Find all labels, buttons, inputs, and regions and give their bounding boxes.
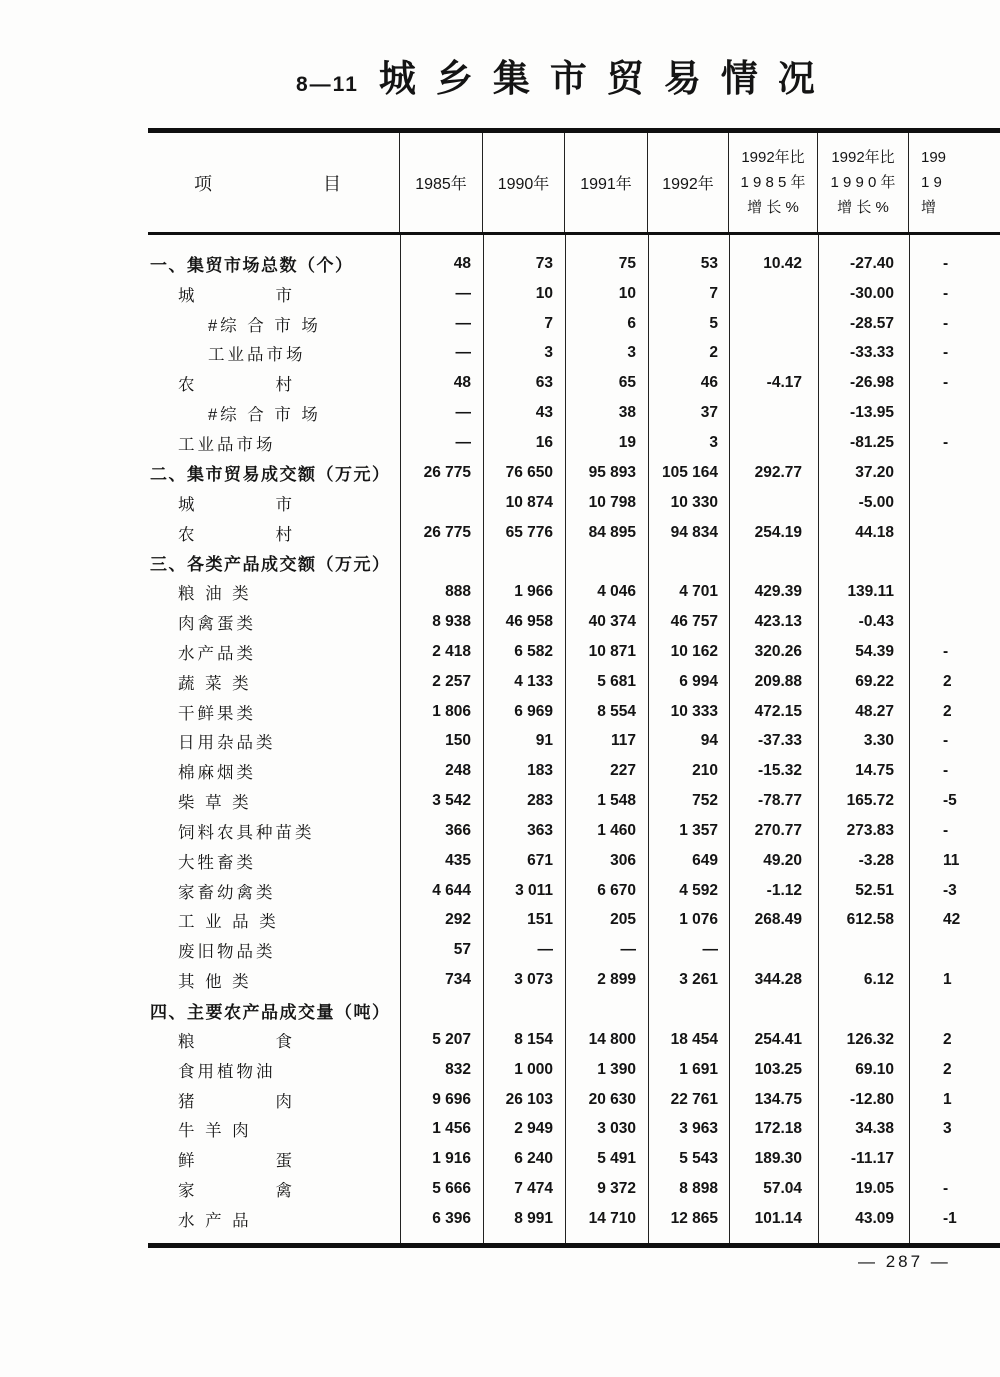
cell-growth-vs-1985: 472.15 [754,702,802,720]
header-growth-vs-1985 [729,133,818,232]
cell-1985: 734 [445,971,471,989]
cell-1992: — [702,941,718,959]
cell-growth-partial-clipped: 1 [943,1090,952,1108]
cell-growth-partial-clipped: 11 [943,851,960,869]
cell-growth-vs-1985: 429.39 [754,583,802,601]
cell-growth-partial-clipped: -1 [943,1209,957,1227]
cell-growth-partial-clipped: - [943,821,949,839]
cell-1991: 38 [618,404,636,422]
row-label: 鲜 蛋 [178,1152,295,1171]
row-label: 粮 食 [178,1032,295,1051]
cell-growth-vs-1985: 423.13 [754,613,802,631]
table-row [148,995,1000,1025]
cell-growth-vs-1985: 189.30 [754,1150,802,1168]
page-number: — 287 — [858,1252,951,1271]
cell-1992: 46 757 [670,613,718,631]
cell-growth-vs-1990: -13.95 [850,404,894,422]
row-label: 城 市 [178,286,295,305]
cell-growth-vs-1985: 172.18 [754,1120,802,1138]
cell-1992: 94 834 [670,523,718,541]
cell-1992: 53 [700,254,718,272]
row-label: 饲料农具种苗类 [178,823,315,842]
cell-1985: 6 396 [432,1209,471,1227]
cell-1985: 832 [445,1060,471,1078]
cell-1992: 1 691 [679,1060,718,1078]
cell-1990: 3 073 [514,971,553,989]
row-label: 水产品类 [178,644,256,663]
table-row [148,368,1000,398]
cell-1992: 4 592 [679,881,718,899]
cell-growth-partial-clipped: 42 [943,911,961,929]
cell-1985: 48 [453,374,471,392]
header-year-1992: 1992年 [648,133,729,232]
cell-growth-vs-1985: 103.25 [754,1060,802,1078]
cell-1985: 1 806 [432,702,471,720]
cell-1992: 5 543 [679,1150,718,1168]
row-label: 三、各类产品成交额（万元） [150,554,391,574]
cell-1990: 8 154 [514,1030,553,1048]
cell-growth-vs-1990: 6.12 [863,971,894,989]
table-row [148,1114,1000,1144]
cell-1991: 1 460 [597,821,636,839]
cell-1990: 283 [527,792,553,810]
cell-growth-vs-1990: 612.58 [846,911,894,929]
title-text: 城乡集市贸易情况 [378,58,835,99]
cell-1992: 37 [700,404,718,422]
column-divider [648,235,649,1243]
cell-growth-partial-clipped: - [943,314,949,332]
table-row [148,667,1000,697]
cell-1991: 1 390 [597,1060,636,1078]
header-line: 1 9 [921,174,942,191]
cell-growth-vs-1985: 270.77 [754,821,802,839]
cell-1992: 210 [692,762,718,780]
cell-1992: 1 076 [679,911,718,929]
cell-growth-vs-1990: 43.09 [855,1209,894,1227]
cell-1991: 14 800 [588,1030,636,1048]
row-label: 家 禽 [178,1182,295,1201]
cell-1992: 3 261 [679,971,718,989]
cell-1992: 12 865 [670,1209,718,1227]
cell-1985: 9 696 [432,1090,471,1108]
table-row [148,339,1000,369]
cell-1985: 366 [445,821,471,839]
row-label: 一、集贸市场总数（个） [150,256,354,276]
cell-1991: 6 [627,314,636,332]
table-row [148,935,1000,965]
header-year-1990: 1990年 [483,133,565,232]
cell-growth-vs-1990: 37.20 [855,463,894,481]
table-title [296,48,835,102]
cell-1990: 16 [535,433,553,451]
cell-1985: 48 [453,254,471,272]
cell-growth-vs-1990: -30.00 [850,284,894,302]
cell-1985: — [455,344,471,362]
cell-growth-vs-1990: -12.80 [850,1090,894,1108]
cell-1985: 2 418 [432,642,471,660]
cell-growth-vs-1985: 254.41 [754,1030,802,1048]
cell-1991: 205 [610,911,636,929]
cell-1990: 6 240 [514,1150,553,1168]
column-divider [818,235,819,1243]
cell-1985: 4 644 [432,881,471,899]
cell-1985: 57 [453,941,471,959]
cell-1985: 292 [445,911,471,929]
cell-1990: 183 [527,762,553,780]
cell-1990: 2 949 [514,1120,553,1138]
cell-growth-vs-1990: 139.11 [847,583,894,601]
cell-growth-vs-1990: 52.51 [855,881,894,899]
cell-1990: 6 582 [514,642,553,660]
cell-growth-vs-1985: 268.49 [754,911,802,929]
cell-1990: 151 [527,911,553,929]
row-label: 家畜幼禽类 [178,883,276,902]
cell-1992: 7 [709,284,718,302]
row-label: 其 他 类 [178,973,252,992]
cell-1991: 3 030 [597,1120,636,1138]
table-row [148,547,1000,577]
cell-1990: 1 000 [514,1060,553,1078]
cell-growth-vs-1990: -28.57 [850,314,894,332]
cell-1992: 649 [692,851,718,869]
cell-1990: 363 [527,821,553,839]
row-label: 棉麻烟类 [178,764,256,783]
cell-growth-partial-clipped: 2 [943,672,952,690]
table-body [148,235,1000,1248]
table-row [148,518,1000,548]
cell-1992: 10 162 [670,642,718,660]
cell-growth-vs-1990: -26.98 [850,374,894,392]
cell-growth-vs-1990: 69.10 [855,1060,894,1078]
cell-growth-vs-1985: 134.75 [754,1090,802,1108]
cell-growth-vs-1985: 57.04 [763,1180,802,1198]
table-row [148,727,1000,757]
row-label: #综 合 市 场 [208,406,321,425]
cell-growth-partial-clipped: -3 [943,881,957,899]
cell-1985: 1 456 [432,1120,471,1138]
row-label: 水 产 品 [178,1211,252,1230]
cell-1990: 4 133 [514,672,553,690]
table-row [148,249,1000,279]
cell-1991: 8 554 [597,702,636,720]
cell-1985: 2 257 [432,672,471,690]
cell-1991: 40 374 [588,613,636,631]
column-divider [909,235,910,1243]
cell-1990: 6 969 [514,702,553,720]
table-row [148,816,1000,846]
row-label: 二、集市贸易成交额（万元） [150,465,391,485]
row-label: 牛 羊 肉 [178,1122,252,1141]
cell-growth-partial-clipped: -5 [943,792,957,810]
table-row [148,965,1000,995]
cell-growth-partial-clipped: - [943,254,949,272]
header-line: 1 9 9 0 年 [830,174,896,191]
row-label: 城 市 [178,495,295,514]
row-label: 工 业 品 类 [178,913,279,932]
cell-1990: — [537,941,553,959]
cell-1985: 888 [445,583,471,601]
cell-1992: 6 994 [679,672,718,690]
cell-growth-vs-1985: -15.32 [758,762,802,780]
table-row [148,428,1000,458]
cell-1991: 10 871 [588,642,636,660]
cell-1985: — [455,433,471,451]
cell-growth-vs-1990: 3.30 [863,732,894,750]
row-label: 食用植物油 [178,1062,276,1081]
table-row [148,756,1000,786]
cell-1985: 8 938 [432,613,471,631]
cell-1992: 46 [700,374,718,392]
cell-1991: 10 [618,284,636,302]
cell-1992: 94 [700,732,718,750]
header-growth-partial-clipped [909,133,1000,232]
table-row [148,279,1000,309]
column-divider [400,235,401,1243]
cell-1991: 227 [610,762,636,780]
cell-1991: 20 630 [588,1090,636,1108]
column-divider [483,235,484,1243]
cell-growth-vs-1990: 69.22 [855,672,894,690]
cell-growth-partial-clipped: - [943,344,949,362]
table-row [148,607,1000,637]
cell-growth-vs-1990: 19.05 [855,1180,894,1198]
cell-1992: 752 [692,792,718,810]
header-line: 增 长 % [837,199,889,216]
cell-1985: 248 [445,762,471,780]
table-row [148,577,1000,607]
cell-1991: 5 491 [597,1150,636,1168]
cell-growth-vs-1990: -81.25 [850,433,894,451]
cell-1991: 19 [618,433,636,451]
cell-1992: 1 357 [679,821,718,839]
row-label: 废旧物品类 [178,943,276,962]
cell-growth-vs-1990: -11.17 [850,1150,894,1168]
cell-1991: — [620,941,636,959]
cell-1992: 4 701 [679,583,718,601]
header-line: 增 [921,199,937,216]
cell-1990: 3 [544,344,553,362]
cell-growth-partial-clipped: - [943,433,949,451]
cell-growth-vs-1985: -37.33 [758,732,802,750]
cell-1985: — [455,314,471,332]
cell-1990: 65 776 [505,523,553,541]
cell-growth-partial-clipped: 2 [943,1060,952,1078]
row-label: 农 村 [178,376,295,395]
cell-1990: 63 [535,374,553,392]
cell-growth-vs-1990: -27.40 [850,254,894,272]
cell-1990: 671 [527,851,553,869]
cell-growth-partial-clipped: - [943,642,949,660]
header-item-left: 项 [194,173,212,194]
row-label: 工业品市场 [208,346,306,365]
table-row [148,1055,1000,1085]
row-label: #综 合 市 场 [208,316,321,335]
header-line: 1 9 8 5 年 [740,174,806,191]
cell-1991: 10 798 [588,493,636,511]
header-line: 增 长 % [747,199,799,216]
cell-growth-vs-1990: 165.72 [846,792,894,810]
table-row [148,906,1000,936]
column-divider [729,235,730,1243]
row-label: 工业品市场 [178,435,276,454]
cell-1992: 22 761 [670,1090,718,1108]
cell-growth-partial-clipped: - [943,284,949,302]
row-label: 猪 肉 [178,1092,295,1111]
cell-growth-vs-1985: -4.17 [766,374,802,392]
cell-growth-vs-1985: 344.28 [754,971,802,989]
cell-1985: 5 207 [432,1030,471,1048]
table-row [148,488,1000,518]
column-divider [565,235,566,1243]
cell-1991: 2 899 [597,971,636,989]
cell-1991: 5 681 [597,672,636,690]
cell-growth-partial-clipped: - [943,374,949,392]
statistics-table [148,128,1000,1248]
cell-1985: — [455,284,471,302]
row-label: 四、主要农产品成交量（吨） [150,1002,391,1022]
cell-1990: 10 [535,284,553,302]
cell-growth-partial-clipped: - [943,762,949,780]
cell-1990: 1 966 [514,583,553,601]
cell-growth-partial-clipped: - [943,732,949,750]
cell-growth-partial-clipped: - [943,1180,949,1198]
table-row [148,697,1000,727]
cell-1991: 75 [618,254,636,272]
table-row [148,1204,1000,1234]
cell-growth-vs-1985: 10.42 [763,254,802,272]
row-label: 大牲畜类 [178,853,256,872]
cell-1985: 150 [445,732,471,750]
table-number: 8—11 [296,73,359,96]
cell-1990: 26 103 [505,1090,553,1108]
cell-1990: 8 991 [514,1209,553,1227]
row-label: 粮 油 类 [178,585,252,604]
cell-1992: 3 [709,433,718,451]
table-row [148,1025,1000,1055]
cell-1991: 84 895 [588,523,636,541]
cell-growth-partial-clipped: 1 [943,971,952,989]
table-row [148,1085,1000,1115]
cell-1992: 5 [709,314,718,332]
cell-growth-vs-1985: -78.77 [758,792,802,810]
table-row [148,398,1000,428]
cell-1985: 3 542 [432,792,471,810]
cell-1990: 7 474 [514,1180,553,1198]
cell-growth-vs-1990: -33.33 [850,344,894,362]
cell-1985: 5 666 [432,1180,471,1198]
cell-growth-vs-1985: 209.88 [754,672,802,690]
cell-1991: 65 [618,374,636,392]
row-label: 肉禽蛋类 [178,615,256,634]
header-item-right: 目 [323,173,341,194]
table-row [148,876,1000,906]
table-row [148,1144,1000,1174]
table-row [148,637,1000,667]
row-label: 农 村 [178,525,295,544]
table-header-row [148,128,1000,235]
row-label: 干鲜果类 [178,704,256,723]
cell-growth-vs-1990: -0.43 [858,613,894,631]
cell-1992: 8 898 [679,1180,718,1198]
cell-1992: 2 [709,344,718,362]
cell-1985: 26 775 [423,523,471,541]
cell-1991: 3 [627,344,636,362]
cell-growth-vs-1990: 273.83 [846,821,894,839]
cell-1990: 10 874 [505,493,553,511]
cell-1992: 10 330 [670,493,718,511]
cell-1992: 18 454 [670,1030,718,1048]
cell-growth-vs-1985: 292.77 [754,463,802,481]
cell-growth-vs-1990: -3.28 [858,851,894,869]
cell-1991: 6 670 [597,881,636,899]
table-row [148,846,1000,876]
cell-1991: 9 372 [597,1180,636,1198]
cell-growth-vs-1985: 254.19 [754,523,802,541]
cell-growth-vs-1985: -1.12 [766,881,802,899]
cell-growth-vs-1985: 49.20 [763,851,802,869]
table-row [148,1174,1000,1204]
row-label: 蔬 菜 类 [178,674,252,693]
cell-growth-vs-1990: -5.00 [858,493,894,511]
cell-1992: 10 333 [670,702,718,720]
cell-1991: 95 893 [588,463,636,481]
cell-1990: 91 [535,732,553,750]
cell-1990: 7 [544,314,553,332]
table-row [148,786,1000,816]
cell-1990: 3 011 [515,881,553,899]
cell-growth-vs-1990: 48.27 [855,702,894,720]
cell-growth-vs-1990: 54.39 [855,642,894,660]
cell-1985: 435 [445,851,471,869]
cell-growth-vs-1990: 126.32 [846,1030,894,1048]
header-growth-vs-1990 [818,133,909,232]
cell-1991: 1 548 [597,792,636,810]
cell-1992: 105 164 [661,463,718,481]
cell-growth-vs-1985: 101.14 [754,1209,802,1227]
row-label: 柴 草 类 [178,794,252,813]
cell-1991: 306 [610,851,636,869]
header-line: 199 [921,149,947,166]
cell-1985: 26 775 [423,463,471,481]
cell-1990: 46 958 [505,613,553,631]
header-line: 1992年比 [741,149,805,166]
cell-growth-partial-clipped: 2 [943,1030,952,1048]
cell-growth-vs-1990: 44.18 [855,523,894,541]
cell-growth-vs-1990: 34.38 [855,1120,894,1138]
cell-1985: — [455,404,471,422]
cell-1992: 3 963 [679,1120,718,1138]
cell-1990: 76 650 [505,463,553,481]
cell-growth-vs-1990: 14.75 [855,762,894,780]
cell-1991: 4 046 [597,583,636,601]
cell-1990: 73 [535,254,553,272]
cell-growth-partial-clipped: 3 [943,1120,952,1138]
header-year-1985: 1985年 [400,133,483,232]
table-row [148,458,1000,488]
header-line: 1992年比 [831,149,895,166]
cell-1991: 14 710 [588,1209,636,1227]
row-label: 日用杂品类 [178,734,276,753]
cell-1991: 117 [610,732,636,750]
header-year-1991: 1991年 [565,133,648,232]
cell-growth-partial-clipped: 2 [943,702,952,720]
cell-1985: 1 916 [432,1150,471,1168]
table-row [148,309,1000,339]
cell-1990: 43 [535,404,553,422]
cell-growth-vs-1985: 320.26 [754,642,802,660]
header-item-column [148,133,400,232]
